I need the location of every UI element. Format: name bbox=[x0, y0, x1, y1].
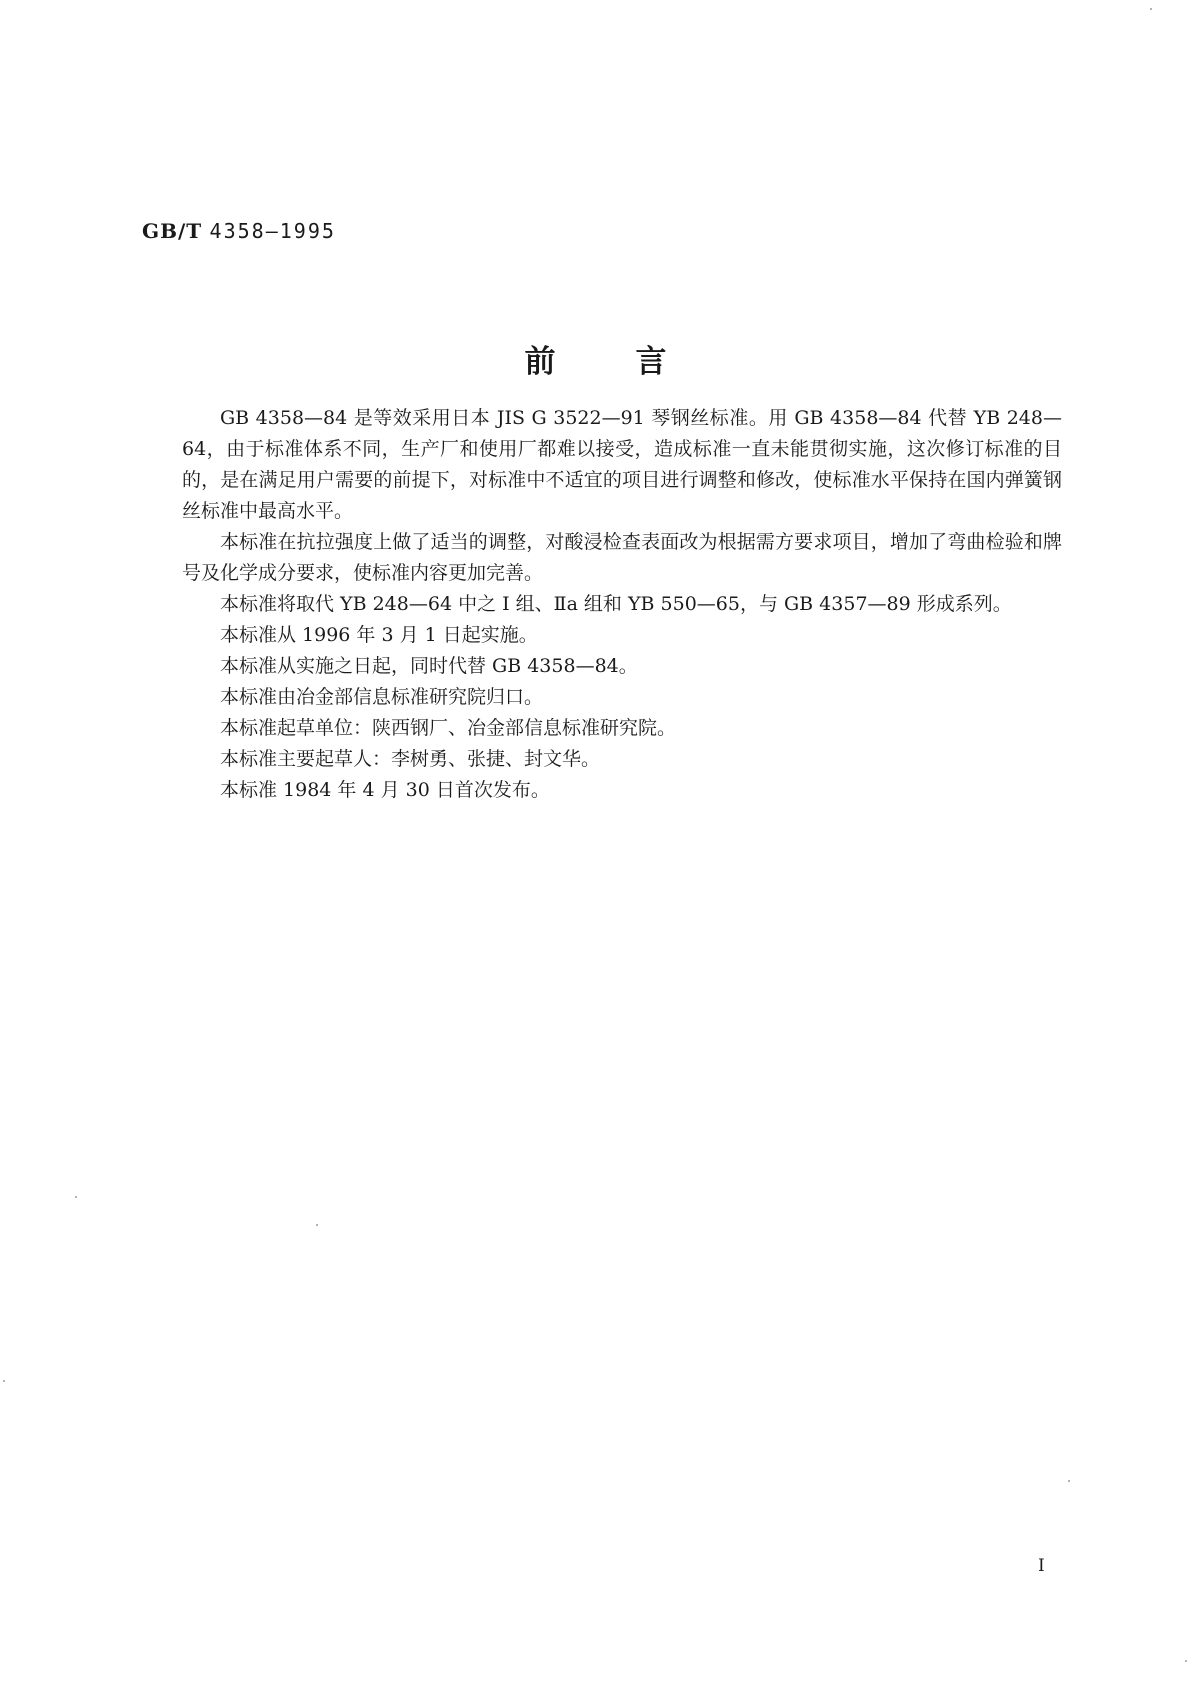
scan-speck bbox=[3, 1380, 5, 1382]
scan-speck bbox=[1068, 1480, 1070, 1482]
scan-speck bbox=[1150, 8, 1152, 10]
scan-speck bbox=[316, 1224, 318, 1226]
paragraph-first-issue: 本标准 1984 年 4 月 30 日首次发布。 bbox=[220, 779, 550, 801]
scan-speck bbox=[1185, 1660, 1187, 1662]
standard-number-header bbox=[142, 219, 336, 243]
standard-number: 4358—1995 bbox=[209, 219, 336, 243]
paragraph-administered-by: 本标准由冶金部信息标准研究院归口。 bbox=[220, 686, 544, 708]
paragraph-changes: 本标准在抗拉强度上做了适当的调整，对酸浸检查表面改为根据需方要求项目，增加了弯曲检验和牌号及化学成分要求，使标准内容更加完善。 bbox=[182, 531, 1062, 584]
section-title: 前言 bbox=[524, 344, 747, 380]
scan-speck bbox=[75, 1196, 77, 1198]
paragraph-drafting-units: 本标准起草单位：陕西钢厂、冶金部信息标准研究院。 bbox=[220, 717, 677, 739]
foreword-body bbox=[182, 403, 1062, 806]
paragraph-replacement: 本标准将取代 YB 248—64 中之 I 组、Ⅱa 组和 YB 550—65，与 GB 4357—89 形成系列。 bbox=[220, 593, 1012, 615]
paragraph-effective-date: 本标准从 1996 年 3 月 1 日起实施。 bbox=[220, 624, 538, 646]
page-number: I bbox=[1038, 1556, 1045, 1576]
paragraph-drafters: 本标准主要起草人：李树勇、张捷、封文华。 bbox=[220, 748, 601, 770]
paragraph-adoption: GB 4358—84 是等效采用日本 JIS G 3522—91 琴钢丝标准。用 GB 4358—84 代替 YB 248—64，由于标准体系不同，生产厂和使用厂都难以接受，造成标准一直未能贯彻实施，这次修订标准的目的，是在满足用户需要的前提下，对标准中不适宜的项目进行调整和修改，使标准水平保持在国内弹簧钢丝标准中最高水平。 bbox=[182, 407, 1062, 522]
standard-prefix: GB/T bbox=[142, 219, 203, 243]
paragraph-supersedes: 本标准从实施之日起，同时代替 GB 4358—84。 bbox=[220, 655, 638, 677]
